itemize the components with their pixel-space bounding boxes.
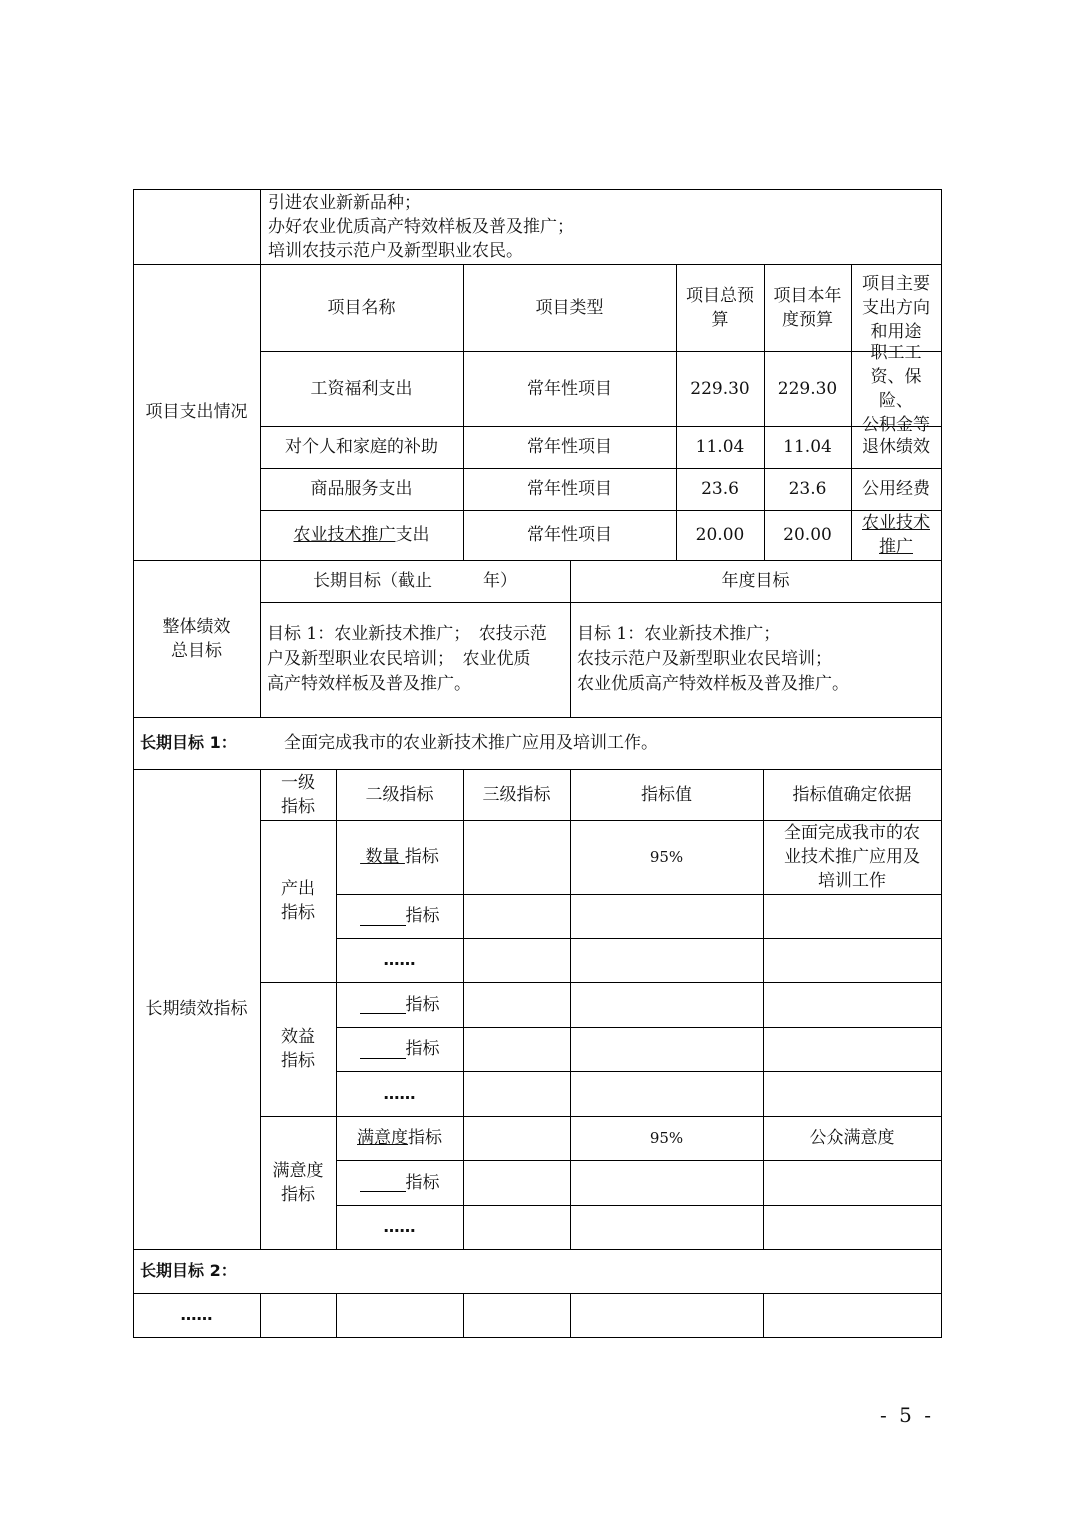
l2-ellipsis: …… [383, 950, 416, 969]
blank-underline [360, 995, 406, 1014]
header-line: 一级 [281, 772, 315, 793]
performance-target-table [133, 189, 942, 1338]
expense-total: 11.04 [695, 437, 745, 457]
description-line: 培训农技示范户及新型职业农民。 [268, 241, 523, 261]
expense-purpose [851, 342, 941, 435]
expense-purpose: 公用经费 [862, 479, 930, 499]
group-line: 指标 [281, 1051, 315, 1071]
group-line: 满意度 [272, 1160, 324, 1181]
project-description [261, 190, 941, 264]
text-line: 目标 1：农业新技术推广； [577, 624, 781, 644]
l2-indicator [336, 1116, 463, 1160]
header-level2: 二级指标 [365, 784, 434, 805]
l2-suffix: 指标 [404, 847, 439, 867]
indicator-value: 95% [649, 1129, 684, 1147]
header-line: 项目主要 [862, 273, 930, 294]
group-line: 产出 [281, 879, 315, 899]
l2-ellipsis: …… [383, 1217, 416, 1236]
header-line: 算 [711, 309, 729, 330]
purpose-line: 资、保险、 [870, 366, 922, 411]
tail-ellipsis: …… [180, 1305, 213, 1324]
purpose-line: 推广 [879, 537, 913, 557]
expense-type: 常年性项目 [527, 525, 612, 545]
header-line: 项目总预 [686, 285, 754, 306]
basis-line: 培训工作 [818, 871, 886, 891]
l2-indicator-blank [336, 894, 463, 938]
expense-type: 常年性项目 [527, 378, 612, 399]
l2-underlined [360, 845, 405, 869]
overall-target-label [133, 560, 260, 717]
l2-suffix: 指标 [405, 906, 440, 926]
long-term-target-header: 长期目标（截止 年） [313, 571, 517, 591]
l2-suffix: 指标 [405, 994, 440, 1015]
header-project-type: 项目类型 [535, 297, 604, 318]
text-line: 农技示范户及新型职业农民培训； [577, 649, 832, 669]
header-level1 [260, 769, 336, 820]
header-level3: 三级指标 [482, 784, 551, 805]
blank-underline [360, 1040, 406, 1059]
l2-underlined-text: 数量 [365, 847, 400, 867]
blank-underline [360, 907, 406, 926]
group-satisfaction-label [260, 1116, 336, 1249]
goal-1-label: 长期目标 1： [140, 733, 237, 752]
header-total-budget [676, 264, 764, 351]
expense-total: 23.6 [701, 479, 739, 499]
header-line: 和用途 [870, 321, 922, 342]
l2-suffix: 指标 [405, 1172, 440, 1193]
expense-annual: 20.00 [783, 525, 832, 545]
expense-type: 常年性项目 [527, 479, 612, 499]
purpose-line: 职工工 [870, 342, 922, 363]
header-purpose [851, 264, 941, 351]
blank-underline [360, 1173, 406, 1192]
group-line: 指标 [281, 903, 315, 923]
l2-indicator-blank [336, 1027, 463, 1071]
long-term-target-text [260, 602, 570, 717]
basis-line: 业技术推广应用及 [784, 847, 920, 867]
group-output-label [260, 820, 336, 982]
indicator-value: 95% [649, 848, 684, 866]
l2-underlined-text: 满意度 [357, 1128, 408, 1148]
header-annual-budget [764, 264, 851, 351]
description-line: 引进农业新新品种； [268, 193, 421, 213]
basis-line: 全面完成我市的农 [784, 823, 920, 843]
label-line: 整体绩效 [162, 616, 231, 637]
header-value: 指标值 [641, 784, 692, 805]
text-line: 农业优质高产特效样板及普及推广。 [577, 674, 849, 694]
expense-annual: 11.04 [783, 437, 832, 457]
header-line: 支出方向 [862, 297, 930, 318]
header-line: 项目本年 [773, 285, 842, 306]
header-basis: 指标值确定依据 [792, 784, 912, 805]
label-line: 总目标 [171, 640, 222, 661]
text-line: 目标 1：农业新技术推广； 农技示范 [267, 624, 547, 644]
group-line: 效益 [281, 1027, 315, 1047]
purpose-line: 农业技术 [862, 513, 930, 533]
group-benefit-label [260, 982, 336, 1116]
l2-indicator-blank [336, 982, 463, 1027]
header-line: 指标 [281, 796, 315, 817]
expense-purpose [851, 510, 941, 560]
purpose-line: 公积金等 [862, 414, 930, 435]
expense-name-underlined: 农业技术推广 [293, 525, 396, 545]
expense-name: 对个人和家庭的补助 [285, 437, 438, 457]
goal-2-label: 长期目标 2： [140, 1261, 237, 1280]
l2-suffix: 指标 [405, 1039, 440, 1059]
l2-indicator [336, 820, 463, 894]
expense-annual: 229.30 [777, 378, 838, 399]
goal-1-text: 全面完成我市的农业新技术推广应用及培训工作。 [284, 733, 658, 753]
expense-name [260, 510, 463, 560]
l2-ellipsis: …… [383, 1083, 416, 1103]
header-project-name: 项目名称 [327, 297, 396, 318]
expense-purpose: 退休绩效 [862, 437, 930, 457]
expense-name-rest: 支出 [395, 525, 430, 545]
text-line: 户及新型职业农民培训； 农业优质 [267, 649, 531, 669]
expense-name: 商品服务支出 [310, 479, 413, 499]
text-line: 高产特效样板及普及推广。 [267, 674, 471, 694]
indicator-basis: 公众满意度 [809, 1128, 895, 1148]
group-line: 指标 [281, 1184, 315, 1205]
l2-suffix: 指标 [408, 1128, 442, 1148]
expense-total: 20.00 [695, 525, 745, 545]
expense-type: 常年性项目 [527, 437, 612, 457]
l2-indicator-blank [336, 1160, 463, 1205]
expenditure-section-label: 项目支出情况 [145, 402, 248, 422]
indicator-basis [763, 820, 941, 894]
annual-target-header: 年度目标 [721, 571, 790, 591]
expense-total: 229.30 [690, 378, 750, 399]
expense-name: 工资福利支出 [310, 378, 413, 399]
header-line: 度预算 [782, 309, 833, 330]
annual-target-text [570, 602, 941, 717]
indicator-section-label: 长期绩效指标 [145, 999, 248, 1019]
page-number: - 5 - [880, 1403, 934, 1427]
expense-annual: 23.6 [788, 479, 827, 499]
description-line: 办好农业优质高产特效样板及普及推广； [268, 217, 574, 237]
